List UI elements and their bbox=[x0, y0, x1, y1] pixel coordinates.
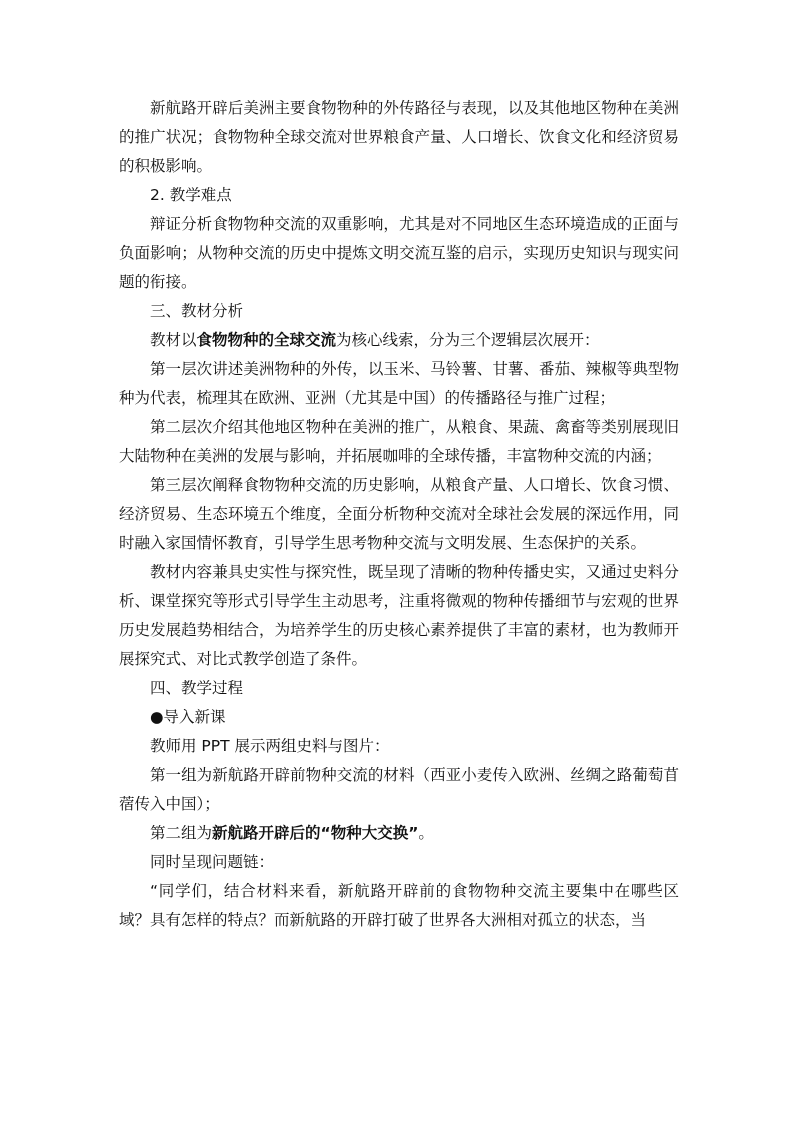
paragraph-key-points: 新航路开辟后美洲主要食物物种的外传路径与表现，以及其他地区物种在美洲的推广状况；食物物种全球交流对世界粮食产量、人口增长、饮食文化和经济贸易的积极影响。 bbox=[119, 99, 679, 175]
text-run: 。 bbox=[418, 824, 434, 842]
paragraph-textbook-summary: 教材内容兼具史实性与探究性，既呈现了清晰的物种传播史实，又通过史料分析、课堂探究等形式引导学生主动思考，注重将微观的物种传播细节与宏观的世界历史发展趋势相结合，为培养学生的历史核心素养提供了丰富的素材，也为教师开展探究式、对比式教学创造了条件。 bbox=[119, 563, 679, 668]
paragraph-group-one: 第一组为新航路开辟前物种交流的材料（西亚小麦传入欧洲、丝绸之路葡萄苜蓿传入中国）； bbox=[119, 766, 679, 813]
bold-text-run: 新航路开辟后的“物种大交换” bbox=[212, 824, 419, 842]
paragraph-level-three: 第三层次阐释食物物种交流的历史影响，从粮食产量、人口增长、饮食习惯、经济贸易、生态环境五个维度，全面分析物种交流对全球社会发展的深远作用，同时融入家国情怀教育，引导学生思考物种交流与文明发展、生态保护的关系。 bbox=[119, 476, 679, 552]
text-run: 教材以 bbox=[150, 331, 197, 349]
text-run: 第二组为 bbox=[150, 824, 213, 842]
paragraph-group-two bbox=[119, 819, 679, 848]
paragraph-level-two: 第二层次介绍其他地区物种在美洲的推广，从粮食、果蔬、禽畜等类别展现旧大陆物种在美洲的发展与影响，并拓展咖啡的全球传播，丰富物种交流的内涵； bbox=[119, 418, 679, 465]
heading-lesson-intro: ●导入新课 bbox=[150, 708, 226, 726]
text-run: 为核心线索，分为三个逻辑层次展开： bbox=[336, 331, 600, 349]
heading-teaching-process: 四、教学过程 bbox=[150, 679, 244, 697]
paragraph-question-text: “同学们，结合材料来看，新航路开辟前的食物物种交流主要集中在哪些区域？具有怎样的特点？而新航路的开辟打破了世界各大洲相对孤立的状态，当 bbox=[119, 882, 679, 929]
bold-text-run: 食物物种的全球交流 bbox=[196, 331, 337, 349]
paragraph-level-one: 第一层次讲述美洲物种的外传，以玉米、马铃薯、甘薯、番茄、辣椒等典型物种为代表，梳理其在欧洲、亚洲（尤其是中国）的传播路径与推广过程； bbox=[119, 360, 679, 407]
paragraph-question-chain: 同时呈现问题链： bbox=[150, 853, 275, 871]
paragraph-difficulties: 辩证分析食物物种交流的双重影响，尤其是对不同地区生态环境造成的正面与负面影响；从物种交流的历史中提炼文明交流互鉴的启示，实现历史知识与现实问题的衔接。 bbox=[119, 215, 679, 291]
heading-textbook-analysis: 三、教材分析 bbox=[150, 302, 244, 320]
document-body bbox=[119, 94, 679, 935]
paragraph-textbook-intro bbox=[119, 326, 679, 355]
paragraph-ppt-materials: 教师用 PPT 展示两组史料与图片： bbox=[150, 737, 390, 755]
heading-teaching-difficulties: 2. 教学难点 bbox=[150, 186, 232, 204]
